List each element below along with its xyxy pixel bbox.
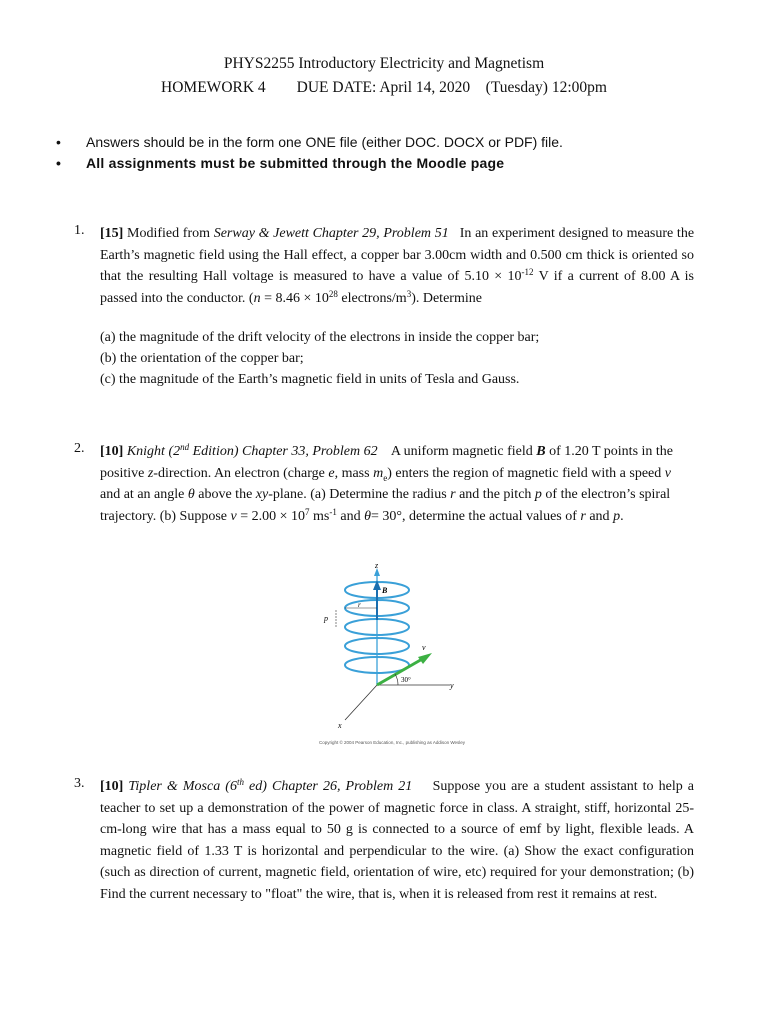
- B-label: B: [382, 586, 388, 595]
- part-b: (b) the orientation of the copper bar;: [100, 351, 304, 366]
- subscript: e: [383, 472, 388, 483]
- x-axis: [345, 685, 377, 720]
- variable-B: B: [536, 444, 546, 459]
- question-text: Suppose you are a student assistant to help a teacher to set up a demonstration of the power of magnetic force in class. A straight, stiff, horizontal 25-cm-long wire that has a mass equal to 50 g is connected to a source of emf by light, flexible leads. A magnetic field of 1.33 T is horizontal and perpendicular to the wire. (a) Show the exact configuration (such as direction of current, magnetic field, orientation of wire, etc) required for your demonstration; (b) Find the current necessary to "float" the wire, that is, when it is released from rest it remains at rest.: [100, 779, 695, 902]
- question-number: 2.: [74, 441, 85, 456]
- exponent: 28: [328, 288, 338, 299]
- question-body: [100, 441, 694, 527]
- question-number: 3.: [74, 776, 85, 791]
- exponent: -12: [521, 267, 534, 277]
- source-reference: [127, 444, 378, 459]
- question-text: = 2.00 × 10: [236, 508, 306, 524]
- course-title: PHYS2255 Introductory Electricity and Magnetism: [223, 55, 545, 72]
- instructions-list: [52, 132, 732, 174]
- helix-figure: [300, 560, 480, 750]
- ordinal-suffix: nd: [180, 442, 190, 452]
- source-text: Knight (2: [126, 444, 181, 459]
- question-text: and: [336, 508, 365, 524]
- question-2: [74, 441, 694, 527]
- source-reference: [128, 779, 412, 794]
- question-text: ms: [309, 508, 330, 524]
- exponent: 3: [406, 288, 412, 299]
- question-3: [74, 776, 694, 905]
- homework-due-line: HOMEWORK 4 DUE DATE: April 14, 2020 (Tuesday) 12:00pm: [161, 79, 607, 96]
- question-text: -plane. (a) Determine the radius: [268, 487, 451, 502]
- question-parts: [100, 327, 694, 390]
- question-text: ) enters the region of magnetic field with a speed: [387, 465, 665, 481]
- question-text: of the electron’s spiral trajectory. (b) Suppose: [100, 487, 671, 524]
- angle-label: 30°: [401, 676, 411, 684]
- question-text: of 1.20 T points in the positive: [100, 444, 674, 481]
- question-text: above the: [194, 487, 256, 502]
- variable-r: r: [580, 508, 586, 524]
- question-text: .: [620, 508, 624, 524]
- question-text: In an experiment designed to measure the Earth’s magnetic field using the Hall effect, a copper bar 3.00cm width and 0.500 cm thick is oriented so that the resulting Hall voltage is measured to have a value of 5.10 × 10: [100, 226, 695, 284]
- points: [10]: [100, 779, 124, 794]
- points: [15]: [100, 226, 124, 241]
- variable-z: z: [147, 465, 154, 481]
- question-text: A uniform magnetic field: [390, 444, 537, 459]
- question-text: = 30°, determine the actual values of: [370, 508, 581, 524]
- variable-r: r: [450, 487, 456, 502]
- p-label: p: [324, 614, 328, 623]
- variable-m: m: [373, 465, 384, 481]
- velocity-arrowhead: [418, 653, 432, 664]
- question-text: and the pitch: [455, 487, 535, 502]
- z-label: z: [375, 561, 379, 570]
- exponent: 7: [305, 506, 310, 517]
- instruction-text: All assignments must be submitted through the Moodle page: [86, 155, 505, 171]
- source-text: ed) Chapter 26, Problem 21: [243, 779, 413, 794]
- question-number: 1.: [74, 223, 85, 238]
- x-label: x: [338, 721, 342, 730]
- question-text: V if a current of 8.00 A is passed into the conductor. (: [100, 269, 695, 306]
- question-text: ). Determine: [411, 290, 482, 306]
- part-a: (a) the magnitude of the drift velocity of the electrons in inside the copper bar;: [100, 330, 540, 345]
- source-text: Tipler & Mosca (6: [128, 779, 237, 794]
- variable-v: v: [664, 465, 671, 481]
- question-text: and at an angle: [100, 487, 188, 502]
- variable-v: v: [230, 508, 237, 524]
- r-label: r: [358, 601, 361, 609]
- v-label: v: [422, 643, 426, 652]
- ordinal-suffix: th: [236, 777, 244, 787]
- part-c: (c) the magnitude of the Earth’s magnetic field in units of Tesla and Gauss.: [100, 372, 520, 387]
- variable-theta: θ: [187, 487, 195, 502]
- bullet-icon: •: [56, 155, 62, 171]
- question-1: [74, 223, 694, 390]
- document-header: [0, 52, 768, 100]
- variable-n: n: [253, 290, 261, 306]
- question-text: electrons/m: [337, 290, 407, 306]
- variable-theta: θ: [364, 508, 371, 524]
- instruction-item: [52, 132, 732, 153]
- source-prefix: Modified from: [127, 226, 211, 241]
- question-body: [100, 223, 694, 309]
- question-body: [100, 776, 694, 905]
- instruction-item: [52, 153, 732, 174]
- exponent: -1: [329, 506, 337, 517]
- question-text: , mass: [334, 465, 374, 481]
- bullet-icon: •: [56, 134, 61, 150]
- variable-xy: xy: [255, 487, 269, 502]
- question-text: -direction. An electron (charge: [153, 465, 329, 481]
- source-reference: Serway & Jewett Chapter 29, Problem 51: [213, 226, 449, 241]
- variable-p: p: [613, 508, 621, 524]
- figure-caption: Copyright © 2004 Pearson Education, Inc., publishing as Addison Wesley: [318, 740, 466, 745]
- variable-e: e: [328, 465, 335, 481]
- question-text: = 8.46 × 10: [260, 290, 329, 306]
- points: [10]: [100, 444, 124, 459]
- instruction-text: Answers should be in the form one ONE file (either DOC. DOCX or PDF) file.: [86, 134, 563, 150]
- y-label: y: [450, 681, 454, 690]
- question-text: and: [585, 508, 614, 524]
- variable-p: p: [534, 487, 542, 502]
- source-text: Edition) Chapter 33, Problem 62: [189, 444, 378, 459]
